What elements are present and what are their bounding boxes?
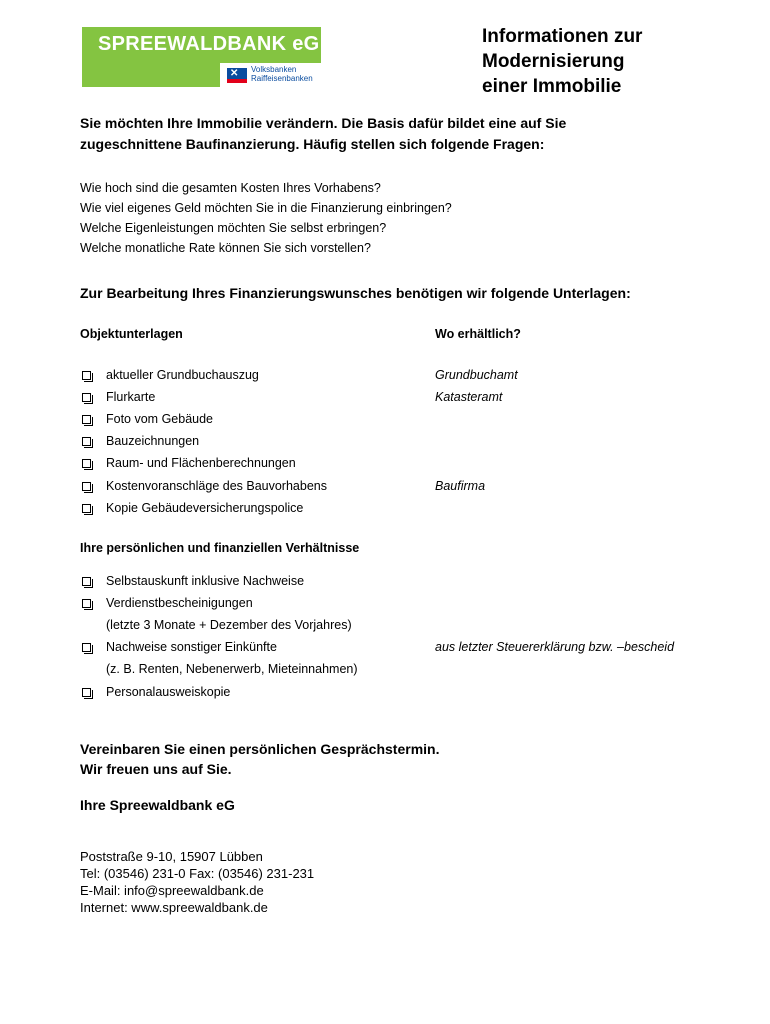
object-docs-heading: Objektunterlagen — [80, 327, 183, 341]
page-title: Informationen zur Modernisierung einer Immobilie — [482, 26, 643, 97]
source-heading: Wo erhältlich? — [435, 327, 521, 341]
question: Wie viel eigenes Geld möchten Sie in die Finanzierung einbringen? — [80, 201, 452, 215]
checkbox-icon[interactable] — [82, 504, 91, 513]
closing-text: Vereinbaren Sie einen persönlichen Gesprächstermin. Wir freuen uns auf Sie. — [80, 741, 440, 777]
question: Welche Eigenleistungen möchten Sie selbst erbringen? — [80, 221, 387, 235]
bank-name: SPREEWALDBANK eG — [98, 33, 320, 55]
checkbox-icon[interactable] — [82, 437, 91, 446]
intro-text: Sie möchten Ihre Immobilie verändern. Die Basis dafür bildet eine auf Sie zugeschnittene Baufinanzierung. Häufig stellen sich folgende Fragen: — [80, 115, 567, 152]
address: Poststraße 9-10, 15907 Lübben — [80, 849, 263, 864]
vr-line1: Volksbanken — [251, 65, 297, 74]
phone-fax: Tel: (03546) 231-0 Fax: (03546) 231-231 — [80, 866, 315, 881]
checkbox-icon[interactable] — [82, 459, 91, 468]
checkbox-icon[interactable] — [82, 643, 91, 652]
checkbox-icon[interactable] — [82, 415, 91, 424]
checkbox-icon[interactable] — [82, 482, 91, 491]
website[interactable]: Internet: www.spreewaldbank.de — [80, 900, 268, 915]
question: Wie hoch sind die gesamten Kosten Ihres Vorhabens? — [80, 181, 381, 195]
question: Welche monatliche Rate können Sie sich vorstellen? — [80, 241, 371, 255]
documents-title: Zur Bearbeitung Ihres Finanzierungswunsches benötigen wir folgende Unterlagen: — [80, 285, 631, 301]
personal-docs-heading: Ihre persönlichen und finanziellen Verhältnisse — [80, 541, 360, 555]
vr-line2: Raiffeisenbanken — [251, 74, 313, 83]
contact-block — [80, 848, 314, 916]
vr-logo — [220, 63, 321, 87]
question-list — [80, 178, 452, 258]
email[interactable]: E-Mail: info@spreewaldbank.de — [80, 883, 264, 898]
vr-icon: ✕ — [227, 68, 247, 83]
checkbox-icon[interactable] — [82, 599, 91, 608]
checkbox-icon[interactable] — [82, 688, 91, 697]
checkbox-icon[interactable] — [82, 371, 91, 380]
checkbox-icon[interactable] — [82, 393, 91, 402]
signature: Ihre Spreewaldbank eG — [80, 797, 235, 813]
checkbox-icon[interactable] — [82, 577, 91, 586]
bank-logo — [82, 27, 321, 87]
